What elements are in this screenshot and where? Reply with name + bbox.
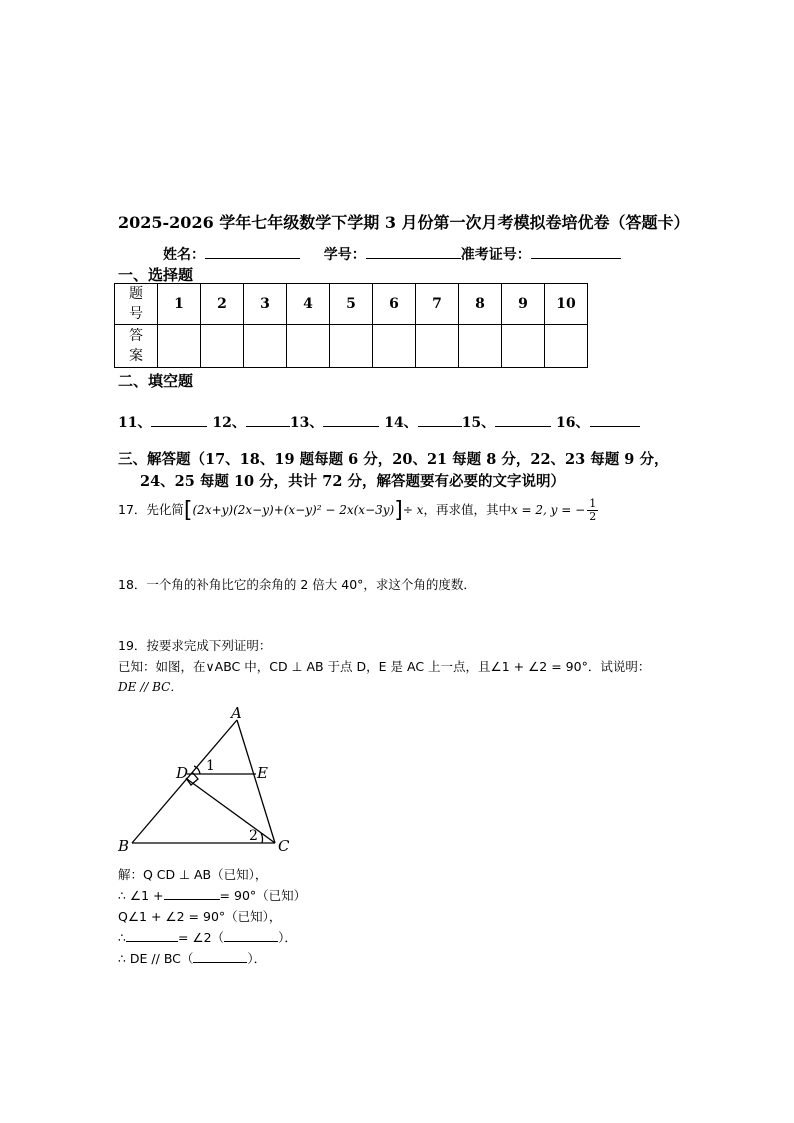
answer-cell[interactable]: [158, 325, 201, 368]
fill-item-label: 13、: [289, 415, 324, 431]
fill-blank-field[interactable]: [590, 412, 640, 427]
section2-heading: 二、填空题: [118, 372, 194, 390]
answer-table: [114, 283, 588, 368]
exam-title: 2025-2026 学年七年级数学下学期 3 月份第一次月考模拟卷培优卷（答题卡）: [118, 213, 690, 232]
exam-number-label: 准考证号：: [460, 247, 531, 263]
label-angle-2: 2: [249, 828, 258, 844]
label-a: A: [231, 704, 242, 722]
triangle-figure: [110, 700, 310, 860]
q19-solution-3: Q∠1 + ∠2 = 90°（已知），: [118, 909, 282, 924]
fill-item-label: 12、: [212, 415, 246, 431]
student-id-label: 学号：: [323, 247, 366, 263]
question-number-cell: 4: [287, 284, 330, 325]
answer-cell[interactable]: [545, 325, 588, 368]
q19-given: 已知：如图，在∨ABC 中，CD ⊥ AB 于点 D，E 是 AC 上一点，且∠1 + ∠2 = 90°．试说明：: [118, 659, 651, 674]
q17-suffix: ，再求值，其中: [423, 502, 511, 517]
answer-cell[interactable]: [373, 325, 416, 368]
label-d: D: [176, 764, 189, 782]
q19-solution-1: 解：Q CD ⊥ AB（已知），: [118, 867, 268, 882]
section3-heading: 三、解答题（17、18、19 题每题 6 分，20、21 每题 8 分，22、23 每题 9 分，: [118, 451, 669, 468]
q17-expression: (2x+y)(2x−y)+(x−y)² − 2x(x−3y): [192, 503, 395, 517]
fill-blank-field[interactable]: [323, 412, 379, 427]
fill-blank-field[interactable]: [151, 412, 207, 427]
answer-cell[interactable]: [287, 325, 330, 368]
answer-cell[interactable]: [201, 325, 244, 368]
solution-blank-4[interactable]: [193, 950, 247, 963]
q17-condition: x = 2, y = −: [510, 503, 586, 517]
answer-header: 答 案: [115, 325, 158, 368]
question-number-cell: 7: [416, 284, 459, 325]
q19-intro: 19．按要求完成下列证明：: [118, 638, 272, 653]
question-number-cell: 5: [330, 284, 373, 325]
name-field[interactable]: [205, 244, 300, 259]
answer-cell[interactable]: [416, 325, 459, 368]
question-number-cell: 9: [502, 284, 545, 325]
solution-blank-3[interactable]: [224, 929, 278, 942]
question-number-cell: 6: [373, 284, 416, 325]
question-number-cell: 2: [201, 284, 244, 325]
angle-2-arc: [261, 833, 262, 843]
section3-heading-cont: 24、25 每题 10 分，共计 72 分，解答题要有必要的文字说明）: [140, 473, 565, 490]
fill-blank-field[interactable]: [495, 412, 551, 427]
question-number-cell: 3: [244, 284, 287, 325]
q19-solution-4: ∴ = ∠2（ ）．: [118, 930, 297, 945]
answer-cell[interactable]: [502, 325, 545, 368]
fill-item-label: 16、: [556, 415, 590, 431]
q17-prefix: 17．先化简: [118, 502, 184, 517]
q17-divisor: ÷ x: [402, 503, 424, 517]
fill-item-label: 11、: [118, 415, 152, 431]
segment-ac: [237, 720, 275, 843]
question-18: 18．一个角的补角比它的余角的 2 倍大 40°，求这个角的度数．: [118, 577, 476, 592]
answer-cell[interactable]: [459, 325, 502, 368]
question-number-header: 题 号: [115, 284, 158, 325]
section1-heading: 一、选择题: [118, 266, 194, 284]
q17-fraction: $\frac{1}{2}$: [589, 497, 597, 523]
fill-blank-field[interactable]: [418, 412, 462, 427]
fill-blank-row: [118, 412, 640, 432]
q19-solution-5: ∴ DE // BC（ ）．: [118, 951, 267, 966]
label-c: C: [278, 837, 290, 855]
fill-item-label: 15、: [461, 415, 496, 431]
question-17: 17．先化简[(2x+y)(2x−y)+(x−y)² − 2x(x−3y)]÷ x，再求值，其中x = 2, y = − $\frac{1}{2}$: [118, 497, 597, 523]
answer-cell[interactable]: [330, 325, 373, 368]
exam-number-field[interactable]: [531, 244, 621, 259]
solution-blank-2[interactable]: [126, 929, 178, 942]
question-number-cell: 1: [158, 284, 201, 325]
label-b: B: [118, 837, 130, 855]
q19-prove: DE // BC．: [118, 680, 183, 694]
solution-blank-1[interactable]: [164, 887, 220, 900]
q19-solution-2: ∴ ∠1 + = 90°（已知）: [118, 888, 307, 903]
student-id-field[interactable]: [366, 244, 461, 259]
student-info: [163, 244, 621, 264]
label-angle-1: 1: [206, 758, 215, 774]
fill-item-label: 14、: [384, 415, 418, 431]
name-label: 姓名：: [163, 247, 205, 263]
label-e: E: [257, 764, 268, 782]
fill-blank-field[interactable]: [246, 412, 290, 427]
answer-cell[interactable]: [244, 325, 287, 368]
question-number-cell: 8: [459, 284, 502, 325]
question-number-cell: 10: [545, 284, 588, 325]
